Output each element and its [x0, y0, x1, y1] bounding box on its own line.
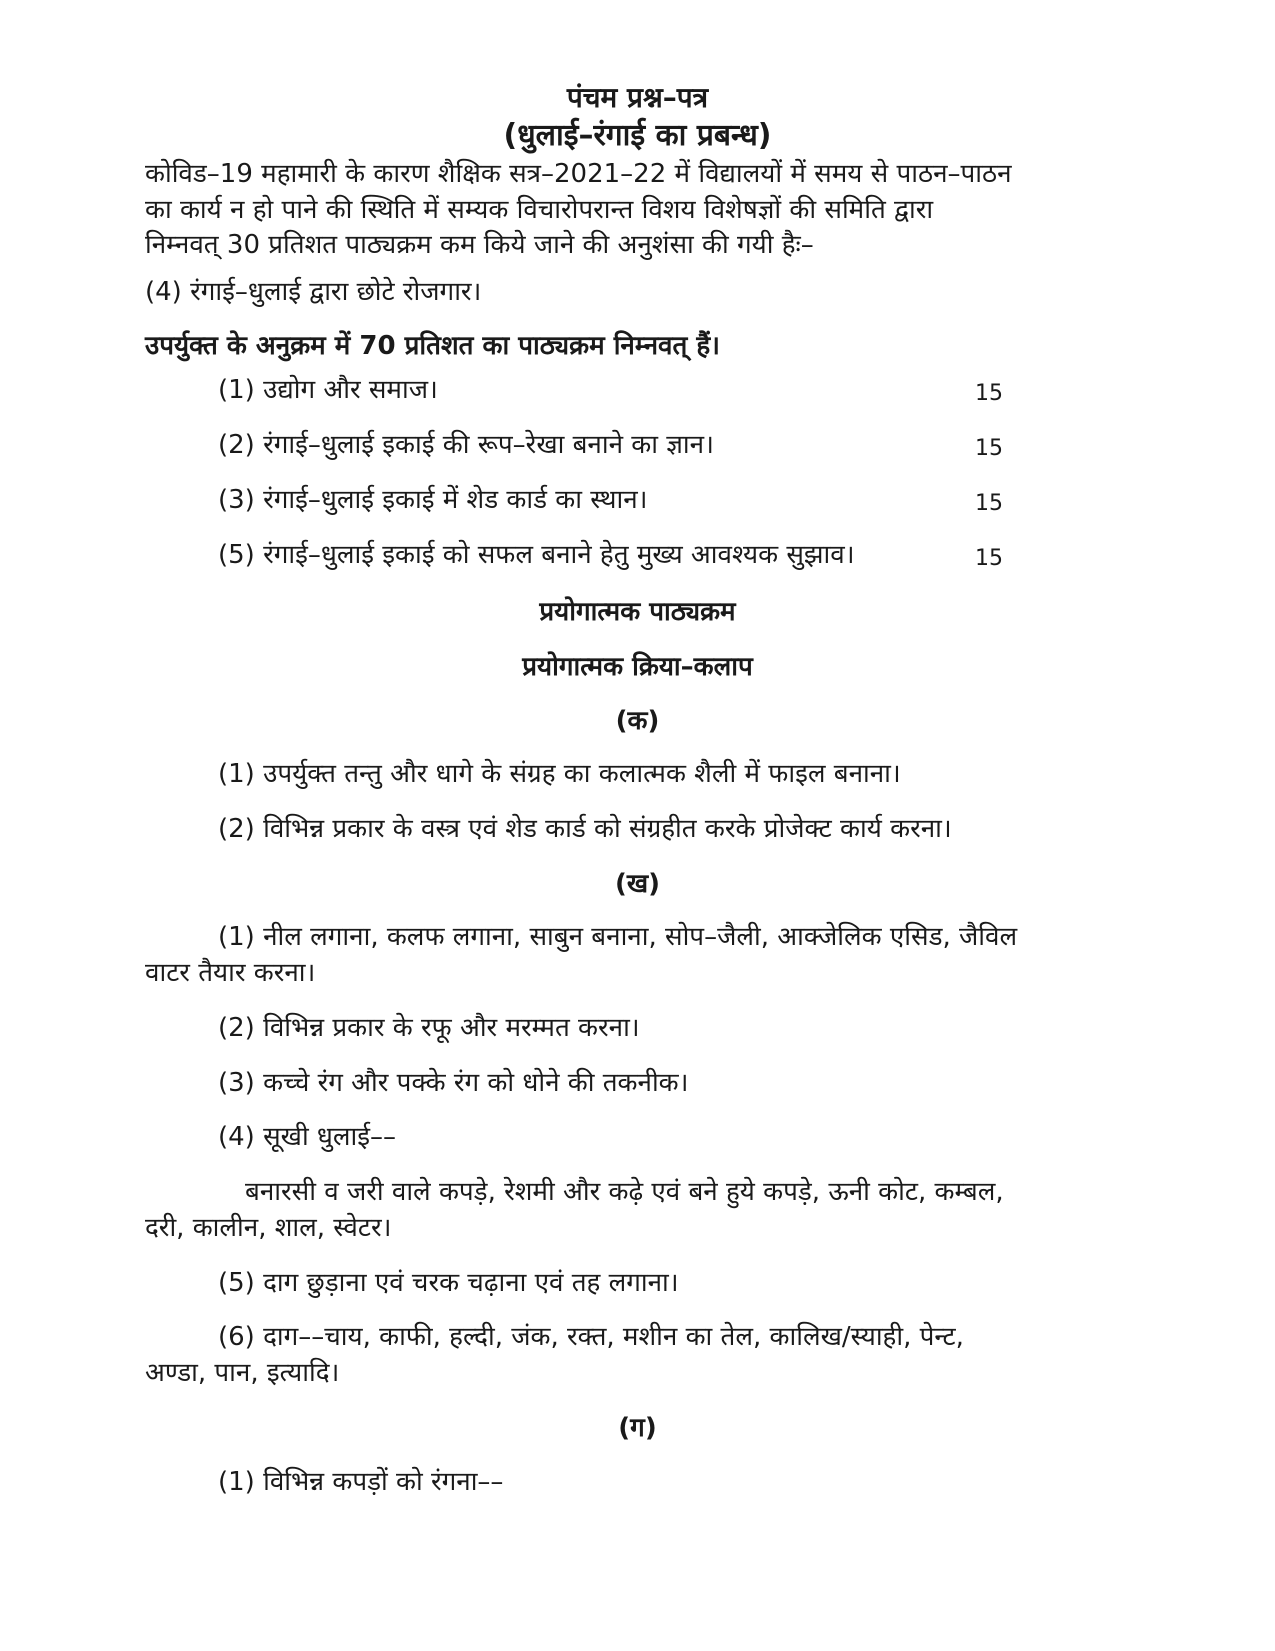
syllabus-marks-2: 15 — [975, 436, 1003, 461]
syllabus-marks-3: 15 — [975, 491, 1003, 516]
intro-line-3: निम्नवत् 30 प्रतिशत पाठ्यक्रम कम किये जाने की अनुशंसा की गयी हैः– — [145, 230, 814, 260]
section-ka-label: (क) — [615, 706, 660, 736]
page-subtitle: (धुलाई–रंगाई का प्रबन्ध) — [503, 118, 772, 153]
syllabus-marks-4: 15 — [975, 546, 1003, 571]
syllabus-item-1: (1) उद्योग और समाज। — [218, 375, 438, 405]
intro-line-1: कोविड–19 महामारी के कारण शैक्षिक सत्र–2021–22 में विद्यालयों में समय से पाठन–पाठन — [145, 159, 1012, 189]
section-kha-label: (ख) — [614, 869, 661, 899]
section-kha-item-2: (2) विभिन्न प्रकार के रफू और मरम्मत करना। — [218, 1013, 640, 1043]
section-kha-item-1-line-1: (1) नील लगाना, कलफ लगाना, साबुन बनाना, सोप–जैली, आक्जेलिक एसिड, जैविल — [218, 922, 1018, 952]
practical-subheading: प्रयोगात्मक क्रिया–कलाप — [522, 652, 753, 682]
section-ga-label: (ग) — [618, 1413, 657, 1443]
section-kha-item-3: (3) कच्चे रंग और पक्के रंग को धोने की तकनीक। — [218, 1068, 689, 1098]
page-title: पंचम प्रश्न–पत्र — [566, 81, 709, 114]
section-kha-item-5: (5) दाग छुड़ाना एवं चरक चढ़ाना एवं तह लगाना। — [218, 1268, 679, 1298]
practical-heading: प्रयोगात्मक पाठ्यक्रम — [539, 597, 736, 627]
section-ka-item-2: (2) विभिन्न प्रकार के वस्त्र एवं शेड कार्ड को संग्रहीत करके प्रोजेक्ट कार्य करना। — [218, 814, 952, 844]
section-kha-item-1-line-2: वाटर तैयार करना। — [145, 958, 316, 988]
intro-line-2: का कार्य न हो पाने की स्थिति में सम्यक विचारोपरान्त विशय विशेषज्ञों की समिति द्वारा — [145, 195, 934, 225]
syllabus-item-3: (3) रंगाई–धुलाई इकाई में शेड कार्ड का स्थान। — [218, 485, 648, 515]
section-kha-item-6-line-1: (6) दाग––चाय, काफी, हल्दी, जंक, रक्त, मशीन का तेल, कालिख/स्याही, पेन्ट, — [218, 1322, 964, 1352]
section-ga-item-1: (1) विभिन्न कपड़ों को रंगना–– — [218, 1467, 504, 1497]
syllabus-heading: उपर्युक्त के अनुक्रम में 70 प्रतिशत का पाठ्यक्रम निम्नवत् हैं। — [145, 331, 721, 361]
removed-item: (4) रंगाई–धुलाई द्वारा छोटे रोजगार। — [145, 277, 482, 307]
section-ka-item-1: (1) उपर्युक्त तन्तु और धागे के संग्रह का कलात्मक शैली में फाइल बनाना। — [218, 759, 901, 789]
section-kha-item-4-detail-line-1: बनारसी व जरी वाले कपड़े, रेशमी और कढ़े एवं बने हुये कपड़े, ऊनी कोट, कम्बल, — [245, 1177, 1004, 1207]
syllabus-item-2: (2) रंगाई–धुलाई इकाई की रूप–रेखा बनाने का ज्ञान। — [218, 430, 714, 460]
syllabus-marks-1: 15 — [975, 381, 1003, 406]
syllabus-item-4: (5) रंगाई–धुलाई इकाई को सफल बनाने हेतु मुख्य आवश्यक सुझाव। — [218, 540, 855, 570]
section-kha-item-6-line-2: अण्डा, पान, इत्यादि। — [145, 1358, 340, 1388]
section-kha-item-4-detail-line-2: दरी, कालीन, शाल, स्वेटर। — [145, 1213, 392, 1243]
section-kha-item-4: (4) सूखी धुलाई–– — [218, 1122, 397, 1152]
